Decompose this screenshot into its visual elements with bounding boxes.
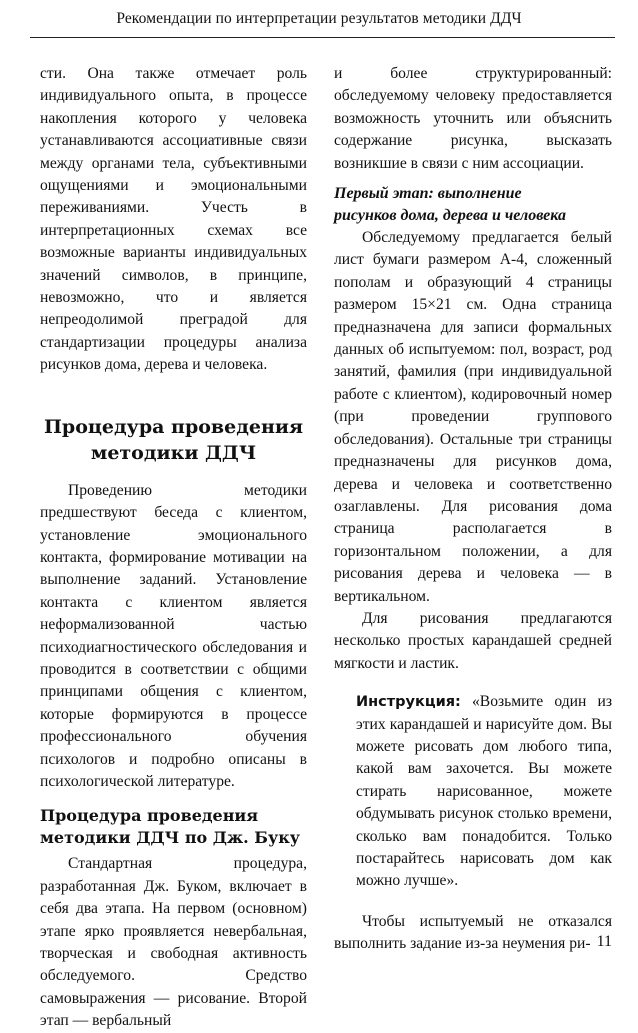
section-title-line-2: методики ДДЧ [90, 441, 257, 464]
header-rule [30, 37, 615, 38]
left-paragraph-2: Проведению методики предшествуют беседа с клиентом, установление эмоционального контакта, формирование мотивации на выполнение заданий. Установление контакта с клиентом является неформализованной частью психодиагностического обследования и проводится в соответствии с общими принципами общения с клиентом, которые формируются в процессе профессионального обучения психологов и подробно описаны в психологической литературе. [40, 481, 307, 790]
subsection-title-line-1: Процедура проведения [40, 806, 259, 826]
left-paragraph-3: Стандартная процедура, разработанная Дж. Буком, включает в себя два этапа. На первом (основном) этапе ярко проявляется невербальная, творческая и свободная активность обследуемого. Средство самовыражения — рисование. Второй этап — вербальный [40, 855, 307, 1030]
stage-title-line-2: рисунков дома, дерева и человека [334, 207, 566, 225]
subsection-title-line-2: методики ДДЧ по Дж. Буку [40, 828, 301, 848]
instruction-label: Инструкция: [356, 694, 461, 711]
instruction-text: «Возьмите один из этих карандашей и нарисуйте дом. Вы можете рисовать дом любого типа, какой вам захочется. Вы можете стирать нарисованное, можете обдумывать рисунок столько времени, сколько вам понадобится. Только постарайтесь нарисовать дом как можно лучше». [356, 693, 612, 890]
right-paragraph-4: Чтобы испытуемый не отказался выполнить задание из-за неумения ри- [334, 912, 612, 953]
section-title [40, 414, 307, 466]
stage-title [334, 183, 612, 227]
subsection-title [40, 805, 307, 849]
right-paragraph-3: Для рисования предлагаются несколько простых карандашей средней мягкости и ластик. [334, 609, 612, 672]
page-number: 11 [596, 933, 612, 950]
section-title-line-1: Процедура проведения [43, 415, 303, 438]
instruction-block [334, 691, 612, 893]
stage-title-line-1: Первый этап: выполнение [334, 185, 522, 203]
left-column [40, 63, 307, 1033]
right-paragraph-2: Обследуемому предлагается белый лист бумаги размером А-4, сложенный пополам и образующий 4 страницы размером 15×21 см. Одна страница предназначена для записи формальных данных об испытуемом: пол, возраст, род занятий, фамилия (при индивидуальной работе с клиентом), кодировочный номер (при проведении группового обследования). Остальные три страницы предназначены для рисунков дома, дерева и человека и соответственно озаглавлены. Для рисования дома страница располагается в горизонтальном положении, а для рисования дерева и человека — в вертикальном. [334, 229, 612, 605]
right-paragraph-1: и более структурированный: обследуемому человеку предоставляется возможность уточнить или объяснить содержание рисунка, высказать возникшие в связи с ним ассоциации. [334, 65, 612, 172]
right-column [334, 63, 612, 956]
running-head: Рекомендации по интерпретации результатов методики ДДЧ [116, 10, 522, 27]
left-paragraph-1: сти. Она также отмечает роль индивидуального опыта, в процессе накопления которого у человека устанавливаются ассоциативные связи между органами тела, субъективными ощущениями и эмоциональными переживаниями. Учесть в интерпретационных схемах все возможные варианты индивидуальных значений символов, в принципе, невозможно, что и является непреодолимой преградой для стандартизации процедуры анализа рисунков дома, дерева и человека. [40, 65, 307, 374]
